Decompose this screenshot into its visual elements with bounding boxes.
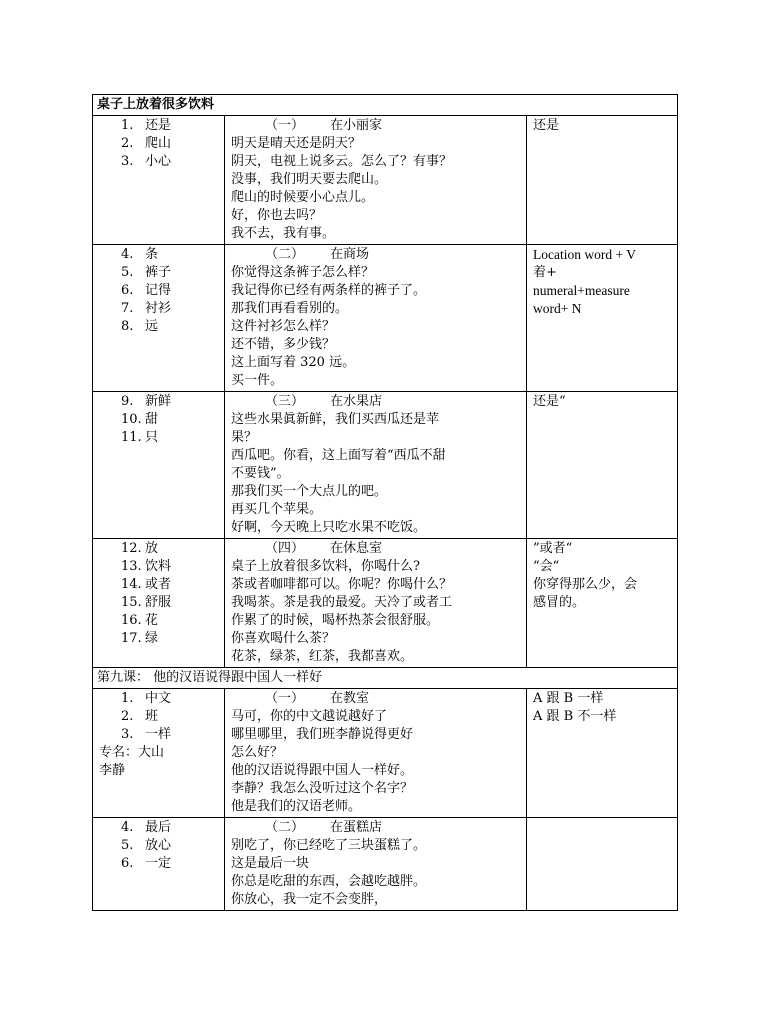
grammar-notes-cell [527, 392, 678, 539]
vocab-item [121, 558, 218, 576]
vocab-word: 饮料 [145, 559, 172, 574]
vocab-number: 6. [121, 856, 134, 871]
vocab-word: 只 [145, 430, 159, 445]
vocab-number: 12. [121, 541, 142, 556]
dialogue-heading [231, 393, 520, 411]
vocab-item [121, 855, 218, 873]
vocab-list [99, 819, 218, 873]
proper-noun: 李静 [99, 763, 126, 778]
dialogue-location: 在商场 [330, 247, 370, 262]
vocab-word: 一定 [145, 856, 172, 871]
dialogue-line: 作累了的时候，喝杯热茶会很舒服。 [231, 613, 440, 628]
dialogue-line: 西瓜吧。你看，这上面写着“西瓜不甜 [231, 448, 446, 463]
grammar-note: 你穿得那么少，会 [533, 577, 638, 592]
vocab-item [121, 837, 218, 855]
vocab-cell [93, 245, 225, 392]
vocab-number: 4. [121, 820, 134, 835]
dialogue-line: 这是最后一块 [231, 856, 310, 871]
vocab-word: 裤子 [145, 265, 172, 280]
vocab-item [121, 429, 218, 447]
lesson-title: 第九课： 他的汉语说得跟中国人一样好 [93, 668, 678, 689]
vocab-item [121, 135, 218, 153]
dialogue-location: 在蛋糕店 [330, 820, 383, 835]
vocab-cell [93, 818, 225, 911]
vocab-list [99, 540, 218, 648]
vocab-number: 8. [121, 319, 134, 334]
vocab-item [121, 153, 218, 171]
dialogue-line: 阴天，电视上说多云。怎么了？有事？ [231, 154, 453, 169]
vocab-item [121, 594, 218, 612]
vocab-number: 16. [121, 613, 142, 628]
dialogue-line: 不要钱”。 [231, 466, 290, 481]
vocab-cell [93, 689, 225, 818]
vocab-item [121, 300, 218, 318]
section-row [93, 539, 678, 668]
dialogue-line: 好啊，今天晚上只吃水果不吃饭。 [231, 520, 427, 535]
vocab-item [121, 264, 218, 282]
dialogue-location: 在休息室 [330, 541, 383, 556]
dialogue-cell [225, 392, 527, 539]
vocab-word: 条 [145, 247, 159, 262]
dialogue-line: 我喝茶。茶是我的最爱。天冷了或者工 [231, 595, 453, 610]
dialogue-location: 在水果店 [330, 394, 383, 409]
vocab-number: 3. [121, 154, 134, 169]
dialogue-heading [231, 540, 520, 558]
title-row [93, 95, 678, 116]
dialogue-cell [225, 245, 527, 392]
dialogue-heading [231, 246, 520, 264]
dialogue-line: 别吃了，你已经吃了三块蛋糕了。 [231, 838, 427, 853]
vocab-cell [93, 116, 225, 245]
vocab-item [121, 318, 218, 336]
vocab-word: 爬山 [145, 136, 172, 151]
dialogue-line: 你觉得这条裤子怎么样？ [231, 265, 375, 280]
vocab-word: 最后 [145, 820, 172, 835]
dialogue-line: 这件衬衫怎么样？ [231, 319, 336, 334]
dialogue-line: 这上面写着 320 远。 [231, 355, 356, 370]
dialogue-heading [231, 690, 520, 708]
grammar-notes-cell [527, 116, 678, 245]
grammar-note: ”或者“ [533, 541, 573, 556]
vocab-number: 2. [121, 136, 134, 151]
section-row [93, 818, 678, 911]
dialogue-location: 在小丽家 [330, 118, 383, 133]
vocab-item [121, 690, 218, 708]
grammar-note: 还是“ [533, 394, 566, 409]
grammar-notes-cell [527, 539, 678, 668]
grammar-note: numeral+measure [533, 283, 630, 298]
dialogue-line: 他的汉语说得跟中国人一样好。 [231, 763, 414, 778]
grammar-note: A 跟 B 一样 [533, 691, 604, 706]
grammar-note: Location word + V [533, 247, 636, 262]
vocab-word: 还是 [145, 118, 172, 133]
vocab-number: 10. [121, 412, 142, 427]
grammar-note: 感冒的。 [533, 595, 586, 610]
vocab-word: 记得 [145, 283, 172, 298]
grammar-notes-cell [527, 245, 678, 392]
vocab-item [121, 117, 218, 135]
vocab-number: 3. [121, 727, 134, 742]
vocab-word: 衬衫 [145, 301, 172, 316]
vocab-word: 班 [145, 709, 159, 724]
vocab-word: 花 [145, 613, 159, 628]
dialogue-line: 再买几个苹果。 [231, 502, 323, 517]
vocab-number: 15. [121, 595, 142, 610]
dialogue-number: （四） [265, 541, 305, 556]
grammar-note: “会“ [533, 559, 560, 574]
grammar-note: 还是 [533, 118, 560, 133]
vocab-item [121, 411, 218, 429]
dialogue-line: 哪里哪里，我们班李静说得更好 [231, 727, 414, 742]
dialogue-number: （二） [265, 247, 305, 262]
dialogue-line: 茶或者咖啡都可以。你呢？你喝什么？ [231, 577, 453, 592]
vocab-item [121, 630, 218, 648]
vocab-item [121, 246, 218, 264]
proper-noun: 专名：大山 [99, 745, 165, 760]
dialogue-line: 那我们买一个大点儿的吧。 [231, 484, 388, 499]
section-row [93, 689, 678, 818]
dialogue-line: 没事，我们明天要去爬山。 [231, 172, 388, 187]
section-row [93, 116, 678, 245]
dialogue-line: 怎么好？ [231, 745, 284, 760]
dialogue-line: 那我们再看看别的。 [231, 301, 349, 316]
dialogue-line: 好，你也去吗？ [231, 208, 323, 223]
dialogue-line: 爬山的时候要小心点儿。 [231, 190, 375, 205]
vocab-number: 7. [121, 301, 134, 316]
dialogue-cell [225, 818, 527, 911]
dialogue-number: （一） [265, 118, 305, 133]
grammar-notes-cell [527, 818, 678, 911]
grammar-note: word+ N [533, 301, 582, 316]
vocab-word: 新鲜 [145, 394, 172, 409]
vocab-list [99, 393, 218, 447]
vocab-number: 4. [121, 247, 134, 262]
dialogue-line: 马可，你的中文越说越好了 [231, 709, 388, 724]
dialogue-cell [225, 689, 527, 818]
vocab-number: 11. [121, 430, 142, 445]
dialogue-heading [231, 819, 520, 837]
vocab-word: 或者 [145, 577, 172, 592]
dialogue-line: 他是我们的汉语老师。 [231, 799, 362, 814]
dialogue-line: 你放心，我一定不会变胖， [231, 892, 388, 907]
vocab-item [121, 726, 218, 744]
section-row [93, 245, 678, 392]
vocab-number: 2. [121, 709, 134, 724]
dialogue-line: 还不错，多少钱？ [231, 337, 336, 352]
vocab-item [121, 576, 218, 594]
dialogue-number: （一） [265, 691, 305, 706]
vocab-number: 9. [121, 394, 134, 409]
grammar-notes-cell [527, 689, 678, 818]
vocab-item [121, 819, 218, 837]
vocab-item [121, 393, 218, 411]
vocab-word: 甜 [145, 412, 159, 427]
vocab-number: 17. [121, 631, 142, 646]
dialogue-line: 李静？我怎么没听过这个名字？ [231, 781, 414, 796]
dialogue-number: （二） [265, 820, 305, 835]
vocab-cell [93, 392, 225, 539]
vocab-number: 1. [121, 691, 134, 706]
dialogue-number: （三） [265, 394, 305, 409]
vocab-word: 远 [145, 319, 159, 334]
dialogue-line: 花茶，绿茶，红茶，我都喜欢。 [231, 649, 414, 664]
vocab-word: 绿 [145, 631, 159, 646]
vocab-cell [93, 539, 225, 668]
vocab-item [121, 540, 218, 558]
dialogue-cell [225, 539, 527, 668]
vocab-word: 一样 [145, 727, 172, 742]
vocab-list [99, 690, 218, 744]
dialogue-line: 桌子上放着很多饮料，你喝什么? [231, 559, 420, 574]
vocab-item [121, 612, 218, 630]
vocab-word: 舒服 [145, 595, 172, 610]
dialogue-line: 这些水果眞新鲜，我们买西瓜还是苹 [231, 412, 440, 427]
vocab-word: 中文 [145, 691, 172, 706]
dialogue-line: 你总是吃甜的东西，会越吃越胖。 [231, 874, 427, 889]
vocab-list [99, 117, 218, 171]
vocab-word: 小心 [145, 154, 172, 169]
vocab-list [99, 246, 218, 336]
vocab-number: 5. [121, 265, 134, 280]
dialogue-cell [225, 116, 527, 245]
lesson-heading-row [93, 668, 678, 689]
vocab-number: 13. [121, 559, 142, 574]
vocab-word: 放 [145, 541, 159, 556]
vocab-number: 6. [121, 283, 134, 298]
vocab-number: 1. [121, 118, 134, 133]
lesson-table [92, 94, 678, 911]
grammar-note: 着+ [533, 265, 557, 280]
dialogue-line: 我不去，我有事。 [231, 226, 336, 241]
dialogue-line: 我记得你已经有两条样的裤子了。 [231, 283, 427, 298]
document-title: 桌子上放着很多饮料 [93, 95, 678, 116]
dialogue-line: 明天是晴天还是阴天？ [231, 136, 362, 151]
dialogue-line: 果？ [231, 430, 258, 445]
vocab-number: 5. [121, 838, 134, 853]
dialogue-line: 你喜欢喝什么茶？ [231, 631, 336, 646]
vocab-item [121, 282, 218, 300]
dialogue-location: 在教室 [330, 691, 370, 706]
dialogue-line: 买一件。 [231, 373, 284, 388]
vocab-number: 14. [121, 577, 142, 592]
section-row [93, 392, 678, 539]
vocab-word: 放心 [145, 838, 172, 853]
grammar-note: A 跟 B 不一样 [533, 709, 617, 724]
vocab-item [121, 708, 218, 726]
dialogue-heading [231, 117, 520, 135]
